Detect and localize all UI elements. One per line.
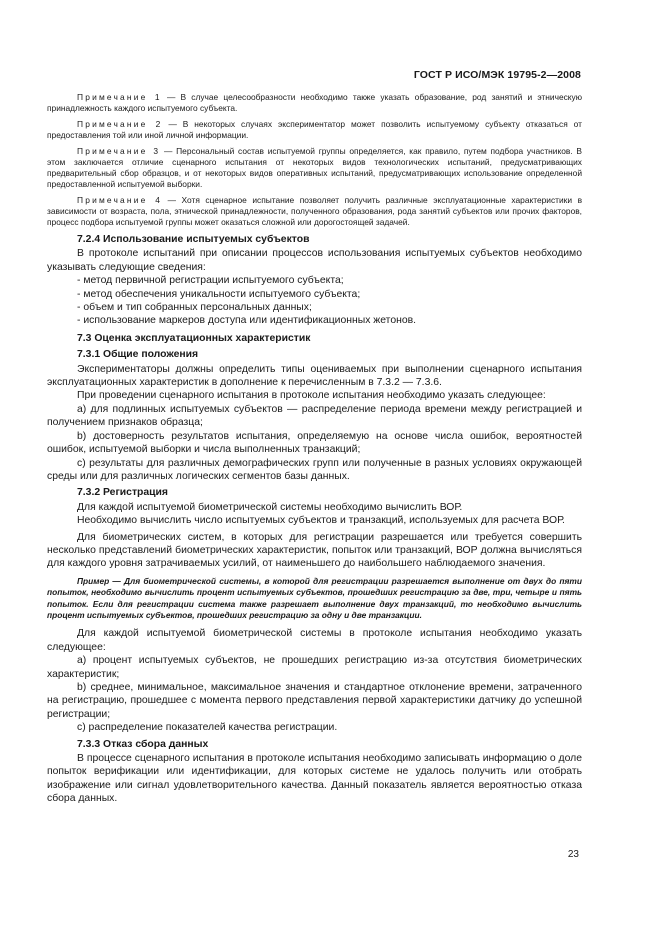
- paragraph: В процессе сценарного испытания в протоколе испытания необходимо записывать информацию о доле попыток верификации или идентификации, для которых системе не удалось получить или отобрать изображение или сигнал удовлетворительного качества. Данный показатель является вероятностью отказа сбора данных.: [47, 753, 582, 805]
- paragraph: При проведении сценарного испытания в протоколе испытания необходимо указать следующее:: [77, 390, 546, 402]
- note-text: — Хотя сценарное испытание позволяет получить различные эксплуатационные характеристики в зависимости от возраста, пола, этнической принадлежности, полученного образования, рода занятий субъектов или прочих факторов, процесс подбора испытуемой группы может оказаться сложной или дорогостоящей задачей.: [47, 195, 583, 227]
- note-1: [47, 92, 582, 114]
- note-2: [47, 119, 582, 141]
- list-item: с) результаты для различных демографических групп или полученные в разных условиях окружающей среды или для различных логических сегментов базы данных.: [47, 457, 582, 482]
- section-heading-7-3-1: 7.3.1 Общие положения: [77, 349, 199, 361]
- section-heading-7-3-2: 7.3.2 Регистрация: [77, 487, 168, 499]
- paragraph: Экспериментаторы должны определить типы оцениваемых при выполнении сценарного испытания эксплуатационных характеристик в дополнение к перечисленным в 7.3.2 — 7.3.6.: [47, 363, 582, 389]
- list-item: - использование маркеров доступа или идентификационных жетонов.: [77, 315, 417, 327]
- note-4: [47, 195, 582, 228]
- page-number: 23: [567, 849, 579, 860]
- paragraph: Для биометрических систем, в которых для регистрации разрешается или требуется совершить несколько представлений биометрических характеристик, попыток или транзакций, ВОР должна вычисляться для каждого уровня затрачиваемых усилий, от наименьшего до наибольшего наблюдаемого значения.: [47, 531, 582, 570]
- list-item: - метод обеспечения уникальности испытуемого субъекта;: [77, 288, 361, 300]
- list-item: b) среднее, минимальное, максимальное значения и стандартное отклонение времени, затраченного на регистрацию, прошедшее с момента первого представления первой характеристики датчику до успешной регистрации;: [47, 682, 582, 720]
- paragraph: Для каждой испытуемой биометрической системы в протоколе испытания необходимо указать следующее:: [47, 628, 582, 653]
- paragraph: В протоколе испытаний при описании процессов использования испытуемых субъектов необходимо указывать следующие сведения:: [47, 248, 582, 273]
- document-id: ГОСТ Р ИСО/МЭК 19795-2—2008: [413, 69, 581, 81]
- list-item: - объем и тип собранных персональных данных;: [77, 302, 312, 314]
- list-item: а) процент испытуемых субъектов, не прошедших регистрацию из-за отсутствия биометрических характеристик;: [47, 655, 582, 680]
- section-heading-7-3-3: 7.3.3 Отказ сбора данных: [77, 738, 209, 750]
- paragraph: Для каждой испытуемой биометрической системы необходимо вычислить ВОР.: [77, 501, 463, 513]
- paragraph: Необходимо вычислить число испытуемых субъектов и транзакций, используемых для расчета ВОР.: [77, 515, 565, 527]
- list-item: b) достоверность результатов испытания, определяемую на основе числа ошибок, вероятностей ошибок, испытуемой выборки и числа выполненных транзакций;: [47, 430, 582, 456]
- list-item: а) для подлинных испытуемых субъектов — распределение периода времени между регистрацией и получением признаков образца;: [47, 403, 582, 429]
- example-text: Пример — Для биометрической системы, в которой для регистрации разрешается выполнение от двух до пяти попыток, необходимо вычислить процент испытуемых субъектов, прошедших регистрацию за две, три, четыре и пять попыток. Если для регистрации система также разрешает выполнение двух транзакций, то необходимо вычислить процент испытуемых субъектов, прошедших регистрацию за одну и две транзакции.: [47, 575, 582, 620]
- note-text: — В некоторых случаях экспериментатор может позволить испытуемому субъекту отказаться от предоставления той или иной личной информации.: [47, 119, 582, 140]
- note-text: — В случае целесообразности необходимо также указать образование, род занятий и этническую принадлежность каждого испытуемого субъекта.: [47, 92, 583, 113]
- note-label: Примечание 1: [77, 92, 162, 102]
- list-item: - метод первичной регистрации испытуемого субъекта;: [77, 275, 344, 287]
- note-3: [47, 146, 582, 190]
- section-heading-7-2-4: 7.2.4 Использование испытуемых субъектов: [77, 234, 310, 245]
- note-text: — Персональный состав испытуемой группы определяется, как правило, путем подбора участников. В этом заключается отличие сценарного испытания от некоторых видов технологических испытаний, предусматривающих предварительный сбор образцов, и от некоторых видов оперативных испытаний, предусматривающих использование определенной предоставленной испытуемой выборки.: [47, 146, 582, 189]
- note-label: Примечание 3: [77, 146, 161, 156]
- section-heading-7-3: 7.3 Оценка эксплуатационных характеристик: [77, 332, 311, 344]
- note-label: Примечание 4: [77, 195, 163, 205]
- page-content: [47, 92, 582, 806]
- note-label: Примечание 2: [77, 119, 163, 129]
- list-item: с) распределение показателей качества регистрации.: [77, 722, 338, 734]
